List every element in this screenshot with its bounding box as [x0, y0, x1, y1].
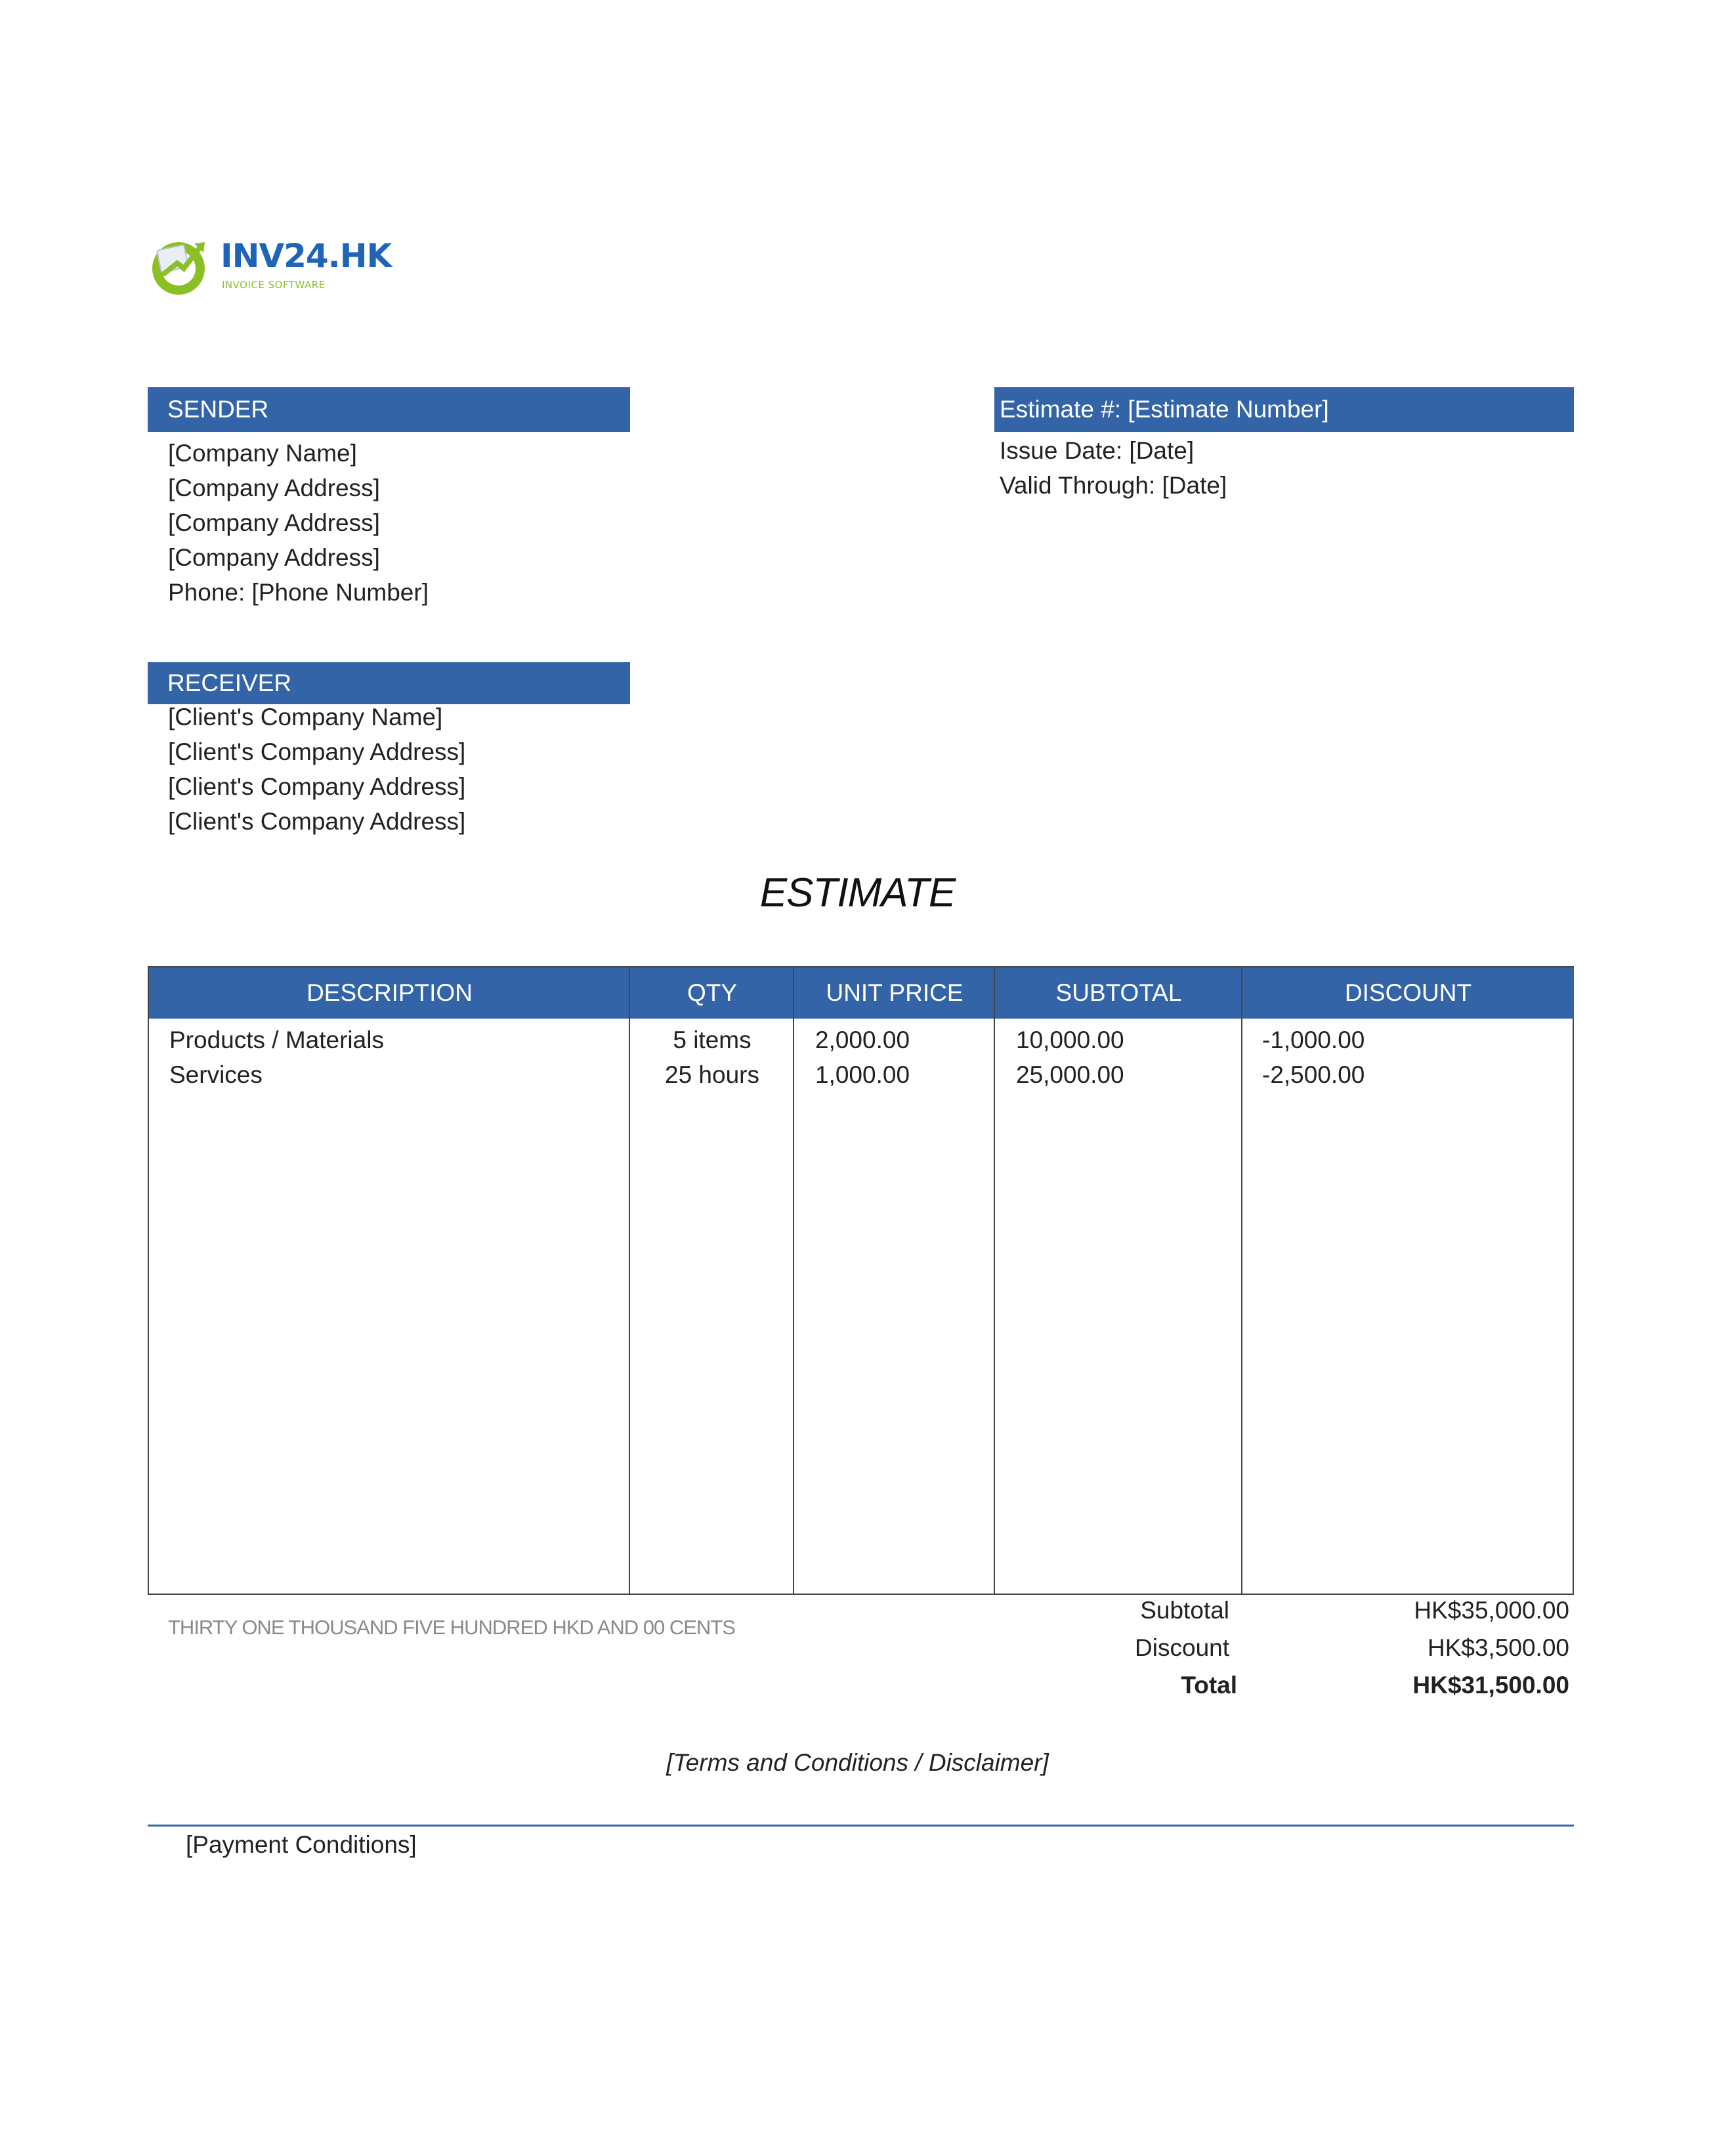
row-unit-price: 1,000.00 — [815, 1061, 910, 1088]
logo-emblem-icon — [148, 233, 214, 299]
amount-in-words: THIRTY ONE THOUSAND FIVE HUNDRED HKD AND 00 CENTS — [168, 1616, 735, 1639]
sender-phone: Phone: [Phone Number] — [168, 579, 429, 606]
terms-and-conditions: [Terms and Conditions / Disclaimer] — [666, 1749, 1049, 1776]
sender-header: SENDER — [148, 387, 630, 432]
footer-divider — [148, 1825, 1574, 1827]
row-subtotal: 25,000.00 — [1016, 1061, 1124, 1088]
row-discount: -1,000.00 — [1262, 1026, 1365, 1053]
row-discount: -2,500.00 — [1262, 1061, 1365, 1088]
logo-tagline: INVOICE SOFTWARE — [222, 279, 326, 291]
row-unit-price: 2,000.00 — [815, 1026, 910, 1053]
receiver-address-line: [Client's Company Address] — [168, 738, 466, 765]
receiver-header: RECEIVER — [148, 662, 630, 704]
logo-brand-text: INV24.HK — [221, 237, 392, 275]
receiver-block — [168, 700, 465, 839]
subtotal-label: Subtotal — [1140, 1597, 1229, 1624]
column-header-unit-price: UNIT PRICE — [794, 967, 995, 1019]
row-description: Services — [169, 1061, 263, 1088]
row-qty: 5 items — [673, 1026, 752, 1053]
sender-company-name: [Company Name] — [168, 440, 357, 467]
receiver-address-line: [Client's Company Address] — [168, 773, 466, 800]
column-header-discount: DISCOUNT — [1242, 967, 1574, 1019]
sender-block — [168, 436, 429, 610]
company-logo — [148, 233, 392, 299]
sender-address-line: [Company Address] — [168, 475, 380, 501]
sender-address-line: [Company Address] — [168, 509, 380, 536]
discount-label: Discount — [1135, 1634, 1229, 1661]
receiver-address-line: [Client's Company Address] — [168, 808, 466, 835]
estimate-number-header: Estimate #: [Estimate Number] — [994, 387, 1574, 432]
issue-date: Issue Date: [Date] — [1000, 437, 1195, 464]
valid-through: Valid Through: [Date] — [1000, 472, 1227, 499]
column-header-description: DESCRIPTION — [149, 967, 630, 1019]
column-header-qty: QTY — [630, 967, 794, 1019]
total-value: HK$31,500.00 — [1412, 1672, 1569, 1699]
document-title: ESTIMATE — [759, 870, 956, 916]
receiver-company-name: [Client's Company Name] — [168, 704, 443, 730]
row-description: Products / Materials — [169, 1026, 384, 1053]
column-divider — [994, 967, 995, 1594]
row-qty: 25 hours — [665, 1061, 759, 1088]
items-table — [148, 966, 1574, 1595]
column-header-subtotal: SUBTOTAL — [995, 967, 1242, 1019]
sender-address-line: [Company Address] — [168, 544, 380, 571]
estimate-info-block — [1000, 433, 1227, 503]
discount-value: HK$3,500.00 — [1427, 1634, 1569, 1661]
total-label: Total — [1181, 1672, 1237, 1699]
row-subtotal: 10,000.00 — [1016, 1026, 1124, 1053]
subtotal-value: HK$35,000.00 — [1414, 1597, 1569, 1624]
column-divider — [1241, 967, 1242, 1594]
payment-conditions: [Payment Conditions] — [186, 1831, 417, 1858]
